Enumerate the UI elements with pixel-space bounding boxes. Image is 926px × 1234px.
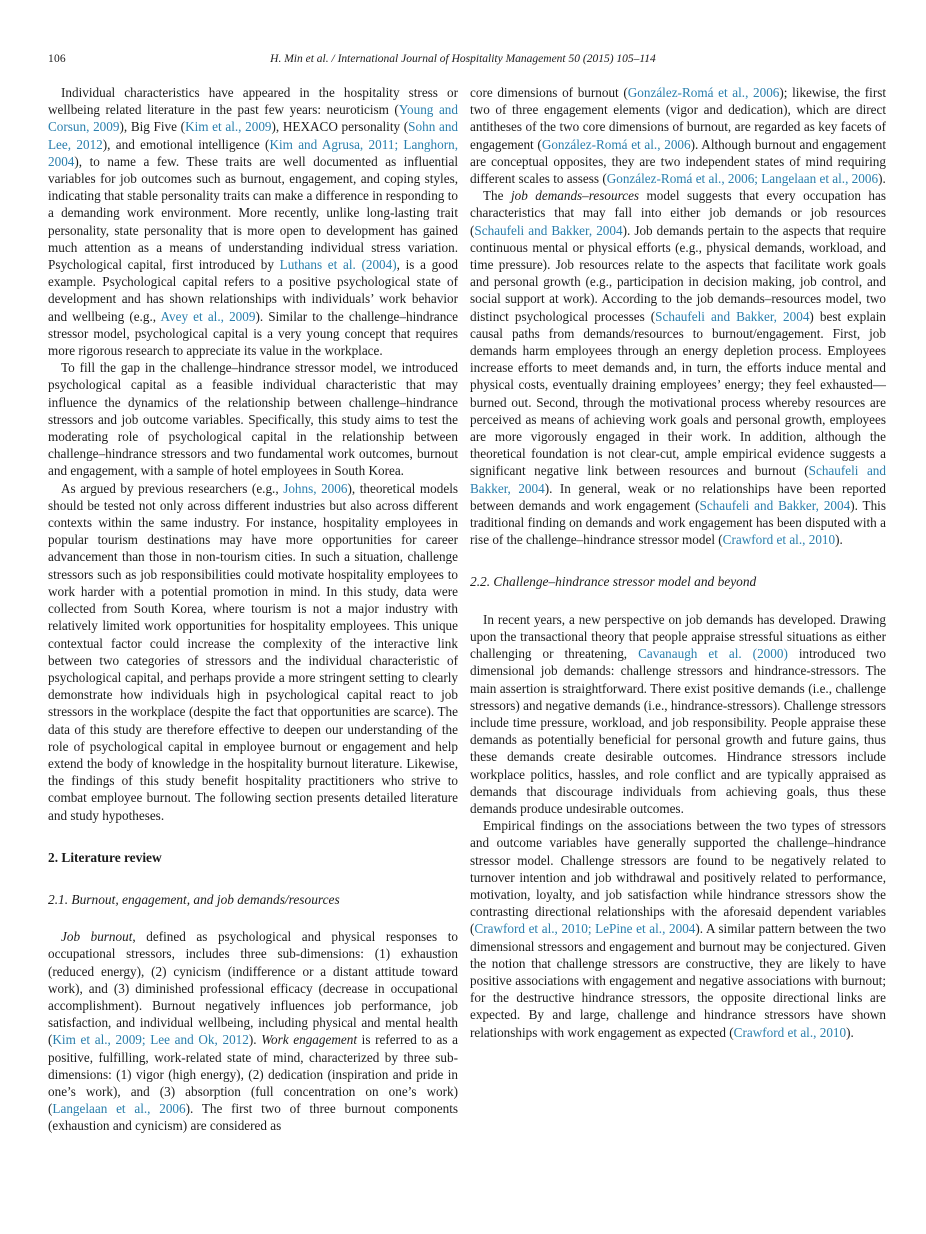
text-run: ). Job demands pertain to the aspects that require continuous mental or physical efforts (e.g., physical demands, workload, and time pressure). Job resources relate to the aspects that facilitate work goals and personal growth (e.g., participation in decision making, job control, and social support at work). According to the job demands–resources model, two distinct psychological processes ( bbox=[470, 222, 886, 324]
citation-link[interactable]: Cavanaugh et al. (2000) bbox=[638, 646, 788, 662]
paragraph bbox=[470, 611, 886, 817]
citation-link[interactable]: Schaufeli and Bakker, 2004 bbox=[474, 222, 623, 238]
text-run: ) best explain causal paths from demands/resources to burnout/engagement. First, job demands harm employees through an energy depletion process. Employees increase efforts to meet demands and, in turn, the efforts induce mental and physical costs, eventually draining employees’ energy; they feel exhausted—burned out. Second, through the motivational process whereby resources are perceived as means of achieving work goals and personal growth, employees are more vigorously engaged in their work. In addition, although the theoretical foundation is not clear-cut, ample empirical evidence suggests a significant negative link between resources and burnout ( bbox=[470, 308, 886, 479]
right-column bbox=[470, 84, 886, 1135]
section-heading: 2. Literature review bbox=[48, 849, 162, 865]
text-run: ). Although burnout and engagement are conceptual opposites, they are two independent states of mind requiring different scales to assess ( bbox=[470, 136, 887, 187]
citation-link[interactable]: Avey et al., 2009 bbox=[160, 308, 256, 324]
citation-link[interactable]: Kim and Agrusa, 2011; Langhorn, 2004 bbox=[48, 136, 458, 169]
citation-link[interactable]: Schaufeli and Bakker, 2004 bbox=[699, 497, 851, 513]
paragraph bbox=[48, 359, 458, 479]
text-run: ). This traditional finding on demands and work engagement has been disputed with a rise of the challenge–hindrance stressor model ( bbox=[470, 497, 886, 548]
text-run: ). In general, weak or no relationships have been reported between demands and work engagement ( bbox=[470, 480, 886, 513]
text-run: ), theoretical models should be tested not only across different industries but also across different contexts within the same industry. For instance, hospitality employees in popular tourism destinations may have more opportunities for career advancement than those in non-tourism cities. In such a situation, challenge stressors such as job responsibilities could motivate hospitality employees to work harder with a potential promotion in mind. In this study, data were collected from South Korea, where tourism is not a major industry with relatively limited work opportunities for hospitality employees. This unique contextual factor could increase the complexity of the interactive link between two categories of stressors and the individual characteristic of psychological capital, and perhaps provide a more stringent setting to clearly demonstrate how individuals high in psychological capital react to job stressors in the workplace (despite the fact that opportunities are scarce). The data of this study are therefore effective to deepen our understanding of the role of psychological capital in employee burnout or engagement and help extend the body of knowledge in the hospitality burnout literature. Likewise, the findings of this study benefit hospitality practitioners who strive to combat employee burnout. The following section presents detailed literature and study hypotheses. bbox=[48, 480, 458, 823]
text-run: ), to name a few. These traits are well documented as influential variables for job outcomes such as burnout, engagement, and coping styles, indicating that stable personality traits can make a difference in responding to a demanding work environment. More recently, unlike long-lasting trait personality, state personality that is more open to development has gained much attention as a means of understanding individual stress variation. Psychological capital, first introduced by bbox=[48, 153, 458, 273]
citation-link[interactable]: Schaufeli and Bakker, 2004 bbox=[470, 463, 886, 496]
text-run: The bbox=[483, 188, 511, 204]
citation-link[interactable]: Kim et al., 2009 bbox=[185, 119, 272, 135]
text-run: ). bbox=[846, 1024, 854, 1040]
text-run: ); likewise, the first two of three engagement elements (vigor and dedication), which are direct antitheses of the two core dimensions of burnout, are regarded as key facets of engagement ( bbox=[470, 85, 887, 152]
text-run: model suggests that every occupation has characteristics that may fall into either job demands or job resources ( bbox=[470, 188, 886, 238]
text-run: core dimensions of burnout ( bbox=[470, 85, 628, 100]
citation-link[interactable]: Johns, 2006 bbox=[283, 480, 348, 496]
page-header bbox=[0, 53, 926, 69]
text-run: introduced two dimensional job demands: challenge stressors and hindrance-stressors. The main assertion is straightforward. There exist positive demands (i.e., challenge stressors) and negative demands (i.e., hindrance-stressors). Challenge stressors include time pressure, workload, and job responsibility. People appraise these demands as potentially beneficial for personal growth and future gains, thus these demands create desirable outcomes. Hindrance stressors include workplace politics, hassles, and role conflict and are typically appraised as demands that discourage individuals from achieving goals, thus these demands produce undesirable outcomes. bbox=[470, 646, 886, 816]
citation-link[interactable]: Schaufeli and Bakker, 2004 bbox=[655, 308, 810, 324]
citation-link[interactable]: González-Romá et al., 2006; Langelaan et al., 2006 bbox=[606, 171, 879, 187]
text-run: In recent years, a new perspective on job demands has developed. Drawing upon the transactional theory that people appraise stressful situations as either challenging or threatening, bbox=[470, 611, 886, 662]
citation-link[interactable]: Crawford et al., 2010 bbox=[722, 532, 836, 548]
text-run: ). Similar to the challenge–hindrance stressor model, psychological capital is a very young concept that requires more rigorous research to appreciate its value in the workplace. bbox=[48, 308, 458, 359]
subsection-heading: 2.1. Burnout, engagement, and job demands/resources bbox=[48, 891, 340, 907]
article-body bbox=[48, 84, 886, 1135]
text-run: ), Big Five ( bbox=[119, 119, 186, 135]
text-run: ), HEXACO personality ( bbox=[271, 119, 409, 135]
left-column bbox=[48, 84, 458, 1135]
citation-link[interactable]: González-Romá et al., 2006 bbox=[541, 136, 691, 152]
text-run: Individual characteristics have appeared in the hospitality stress or wellbeing related literature in the past few years: neuroticism ( bbox=[48, 85, 458, 118]
text-run: , defined as psychological and physical responses to occupational stressors, includes three sub-dimensions: (1) exhaustion (reduced energy), (2) cynicism (indifference or a distant attitude toward work), and (3) diminished professional efficacy (decrease in occupational accomplishment). Burnout negatively influences job performance, job satisfaction, and individual wellbeing, including physical and mental health ( bbox=[48, 929, 459, 1048]
text-run: As argued by previous researchers (e.g., bbox=[61, 480, 284, 496]
citation-link[interactable]: Crawford et al., 2010 bbox=[733, 1024, 847, 1040]
citation-link[interactable]: Langelaan et al., 2006 bbox=[52, 1101, 186, 1117]
text-run: is referred to as a positive, fulfilling, work-related state of mind, characterized by three sub-dimensions: (1) vigor (high energy), (2) dedication (inspiration and pride in one’s work), and (3) absorption (full concentration on one’s work) ( bbox=[48, 1032, 458, 1117]
emphasis-text: Job burnout bbox=[61, 929, 133, 945]
text-run: ). A similar pattern between the two dimensional stressors and engagement and burnout may be conjectured. Given the notion that challenge stressors are constructive, they are likely to have positive associations with engagement and negative associations with burnout; for the destructive hindrance stressors, the opposite directional links are expected. By and large, challenge and hindrance stressors have shown relationships with work engagement as expected ( bbox=[470, 921, 886, 1040]
citation-link[interactable]: Sohn and Lee, 2012 bbox=[48, 119, 458, 152]
text-run: ). bbox=[248, 1032, 262, 1048]
citation-link[interactable]: Luthans et al. (2004) bbox=[279, 257, 397, 273]
running-head: H. Min et al. / International Journal of Hospitality Management 50 (2015) 105–114 bbox=[270, 53, 656, 65]
text-run: ). The first two of three burnout components (exhaustion and cynicism) are considered as bbox=[48, 1101, 458, 1134]
text-run: ), and emotional intelligence ( bbox=[102, 136, 270, 152]
paragraph bbox=[48, 84, 458, 359]
citation-link[interactable]: Kim et al., 2009; Lee and Ok, 2012 bbox=[52, 1032, 249, 1048]
text-run: ). bbox=[835, 532, 843, 548]
text-run: Empirical findings on the associations between the two types of stressors and outcome variables have generally supported the challenge–hindrance stressor model. Challenge stressors are found to be negatively related to turnover intention and job withdrawal and positively related to performance, motivation, loyalty, and job satisfaction while hindrance stressors show the contrasting directional relationships with the aforesaid dependent variables ( bbox=[470, 818, 886, 937]
citation-link[interactable]: Crawford et al., 2010; LePine et al., 2004 bbox=[474, 921, 696, 937]
citation-link[interactable]: Young and Corsun, 2009 bbox=[48, 102, 458, 135]
paragraph bbox=[48, 480, 458, 824]
citation-link[interactable]: González-Romá et al., 2006 bbox=[627, 85, 780, 100]
emphasis-text: job demands–resources bbox=[510, 188, 640, 204]
page-number: 106 bbox=[48, 53, 66, 65]
emphasis-text: Work engagement bbox=[261, 1032, 357, 1048]
text-run: , is a good example. Psychological capital refers to a positive psychological state of development and has shown relationships with individuals’ work behavior and wellbeing (e.g., bbox=[48, 257, 458, 324]
subsection-heading: 2.2. Challenge–hindrance stressor model and beyond bbox=[470, 574, 757, 590]
paragraph bbox=[470, 84, 886, 187]
paragraph bbox=[470, 187, 886, 548]
paragraph bbox=[470, 817, 886, 1041]
text-run: To fill the gap in the challenge–hindrance stressor model, we introduced psychological capital as a feasible individual characteristic that may influence the dynamics of the relationship between challenge–hindrance stressors and job outcome variables. Specifically, this study aims to test the moderating role of psychological capital in the relationship between challenge–hindrance stressors and two fundamental work outcomes, burnout and engagement, with a sample of hotel employees in South Korea. bbox=[48, 360, 458, 479]
text-run: ). bbox=[878, 171, 886, 187]
paragraph bbox=[48, 928, 458, 1134]
